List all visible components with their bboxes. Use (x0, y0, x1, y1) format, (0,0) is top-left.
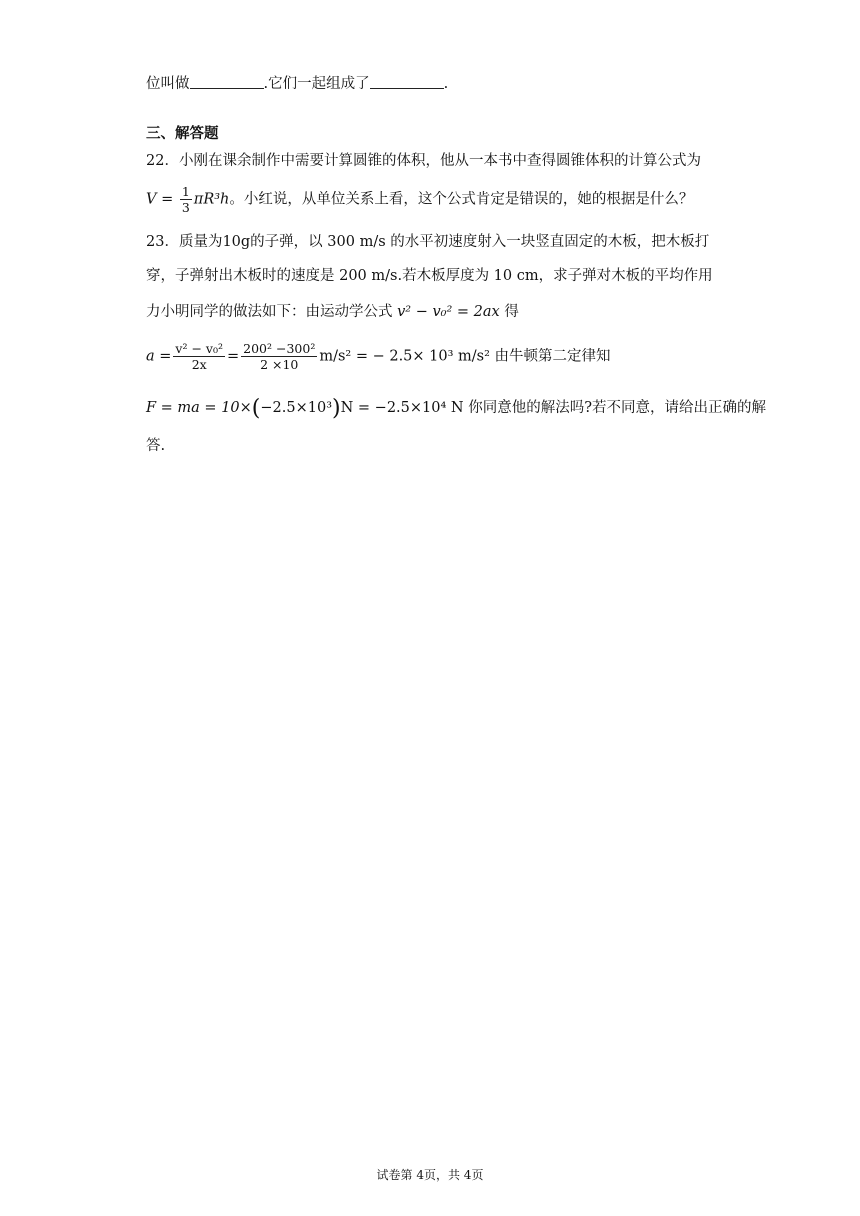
force-line (146, 398, 766, 419)
accel-eq-sign: = (226, 348, 240, 365)
q21-text-1: 位叫做 (146, 76, 190, 92)
page-footer: 试卷第 4页，共 4页 (376, 1168, 484, 1182)
q21-tail-line (146, 74, 448, 94)
q22-line-2 (146, 184, 693, 215)
q22-formula-rest: πR³h (193, 191, 230, 208)
q22-frac-num: 1 (181, 184, 190, 199)
q22-fraction (180, 184, 192, 215)
q21-text-3: . (443, 76, 449, 92)
force-formula-b: N = −2.5×10⁴ N (340, 400, 464, 416)
q23-last-line: 答. (146, 438, 166, 454)
q23-line-2: 穿，子弹射出木板时的速度是 200 m/s.若木板厚度为 10 cm，求子弹对木板的平均作用 (146, 268, 713, 284)
left-paren: ( (251, 396, 261, 421)
accel-frac2-den: 2 ×10 (260, 357, 299, 372)
q23-line-3 (146, 302, 519, 322)
q22-formula-lhs: V = (146, 191, 178, 208)
q23-line-3-end: 得 (504, 304, 519, 320)
accel-frac1-num: v² − v₀² (175, 341, 223, 356)
answer-blank-1[interactable] (190, 74, 264, 89)
accel-equation-line (146, 341, 611, 372)
section-title: 三、解答题 (146, 125, 219, 142)
accel-fraction-1 (173, 341, 225, 372)
force-text: 你同意他的解法吗?若不同意，请给出正确的解 (468, 400, 766, 416)
accel-frac1-den: 2x (191, 357, 207, 372)
force-formula-inner: −2.5×10³ (260, 400, 333, 416)
right-paren: ) (332, 396, 341, 421)
answer-blank-2[interactable] (370, 74, 444, 89)
q22-line-1: 22．小刚在课余制作中需要计算圆锥的体积，他从一本书中查得圆锥体积的计算公式为 (146, 153, 701, 169)
accel-frac2-num: 200² −300² (243, 341, 316, 356)
accel-result: m/s² = − 2.5× 10³ m/s² (319, 348, 490, 365)
q22-line-2-text: 。小红说，从单位关系上看，这个公式肯定是错误的，她的根据是什么？ (229, 191, 694, 208)
force-formula-a: F = ma = 10× (146, 400, 252, 416)
q22-frac-den: 3 (181, 200, 190, 215)
kinematics-formula: v² − v₀² = 2ax (397, 304, 500, 320)
q21-text-2: .它们一起组成了 (263, 76, 370, 92)
q23-line-1: 23．质量为10g的子弹，以 300 m/s 的水平初速度射入一块竖直固定的木板，把木板打 (146, 234, 710, 250)
accel-end-text: 由牛顿第二定律知 (494, 348, 611, 365)
accel-fraction-2 (241, 341, 317, 372)
accel-lhs: a = (146, 348, 172, 365)
q23-line-3-text: 力小明同学的做法如下：由运动学公式 (146, 304, 393, 320)
